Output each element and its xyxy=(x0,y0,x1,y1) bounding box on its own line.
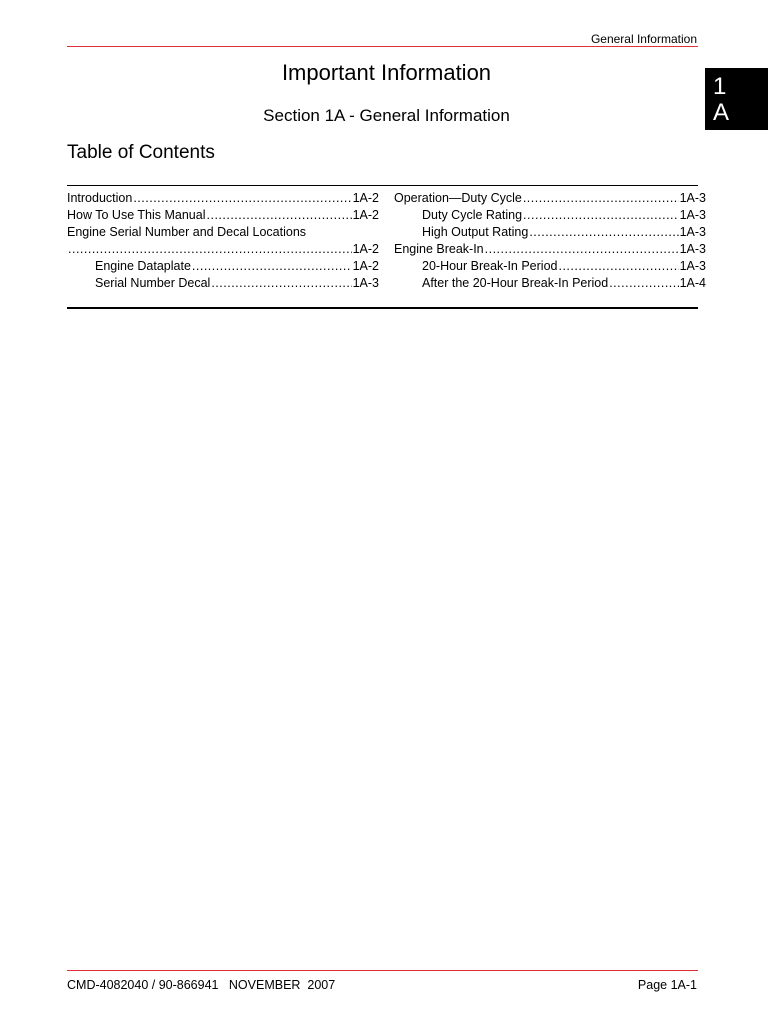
toc-entry-page: 1A-3 xyxy=(679,225,706,239)
toc-entry-page: 1A-3 xyxy=(679,208,706,222)
toc-entry-title: Engine Dataplate xyxy=(95,259,191,273)
toc-entry-title: After the 20-Hour Break-In Period xyxy=(422,276,609,290)
section-title: Section 1A - General Information xyxy=(263,106,510,125)
toc-leader xyxy=(558,258,678,275)
running-header: General Information xyxy=(590,32,697,46)
toc-entry-title: 20-Hour Break-In Period xyxy=(422,259,558,273)
toc-entry-title: Duty Cycle Rating xyxy=(422,208,523,222)
toc-entry-duty-cycle[interactable] xyxy=(394,190,706,207)
toc-entry-page: 1A-2 xyxy=(352,191,379,205)
toc-entry-page: 1A-2 xyxy=(352,208,379,222)
toc-entry-page: 1A-3 xyxy=(679,191,706,205)
toc-leader xyxy=(523,207,679,224)
toc-entry-title: Operation—Duty Cycle xyxy=(394,191,522,205)
page-title: Important Information xyxy=(281,60,492,85)
toc-leader xyxy=(523,190,679,207)
toc-entry-title: Introduction xyxy=(67,191,133,205)
toc-entry-page: 1A-2 xyxy=(352,242,379,256)
toc-leader xyxy=(68,241,352,258)
toc-bottom-rule xyxy=(67,307,698,309)
toc-leader xyxy=(211,275,351,292)
toc-entry-title: How To Use This Manual xyxy=(67,208,206,222)
toc-heading: Table of Contents xyxy=(67,142,215,163)
toc-entry-serial-number-decal-locations[interactable] xyxy=(67,224,379,241)
toc-entry-high-output-rating[interactable] xyxy=(394,224,706,241)
toc-entry-title: Engine Break-In xyxy=(394,242,484,256)
toc-right-column xyxy=(394,190,706,292)
footer-rule xyxy=(67,970,698,971)
toc-entry-after-20-hour-break-in[interactable] xyxy=(394,275,706,292)
toc-leader xyxy=(133,190,351,207)
toc-entry-duty-cycle-rating[interactable] xyxy=(394,207,706,224)
toc-leader xyxy=(485,241,679,258)
header-rule xyxy=(67,46,698,47)
toc-entry-title: Engine Serial Number and Decal Locations xyxy=(67,225,307,239)
toc-entry-how-to-use[interactable] xyxy=(67,207,379,224)
footer-page-number: Page 1A-1 xyxy=(637,978,697,992)
toc-leader xyxy=(529,224,678,241)
section-tab-letter: A xyxy=(713,99,730,126)
toc-entry-engine-break-in[interactable] xyxy=(394,241,706,258)
toc-entry-20-hour-break-in[interactable] xyxy=(394,258,706,275)
toc-entry-title: Serial Number Decal xyxy=(95,276,211,290)
toc-entry-serial-number-decal-locations-cont[interactable] xyxy=(67,241,379,258)
toc-leader xyxy=(192,258,352,275)
toc-entry-page: 1A-3 xyxy=(679,242,706,256)
toc-entry-page: 1A-4 xyxy=(679,276,706,290)
toc-entry-page: 1A-3 xyxy=(679,259,706,273)
section-tab-number: 1 xyxy=(713,73,727,100)
toc-entry-page: 1A-2 xyxy=(352,259,379,273)
toc-entry-engine-dataplate[interactable] xyxy=(67,258,379,275)
toc-entry-serial-number-decal[interactable] xyxy=(67,275,379,292)
footer-doc-number: CMD-4082040 / 90-866941 NOVEMBER 2007 xyxy=(67,978,336,992)
toc-leader xyxy=(609,275,678,292)
toc-left-column xyxy=(67,190,379,292)
toc-entry-introduction[interactable] xyxy=(67,190,379,207)
toc-top-rule xyxy=(67,185,698,186)
toc-entry-page: 1A-3 xyxy=(352,276,379,290)
toc-leader xyxy=(207,207,352,224)
toc-entry-title: High Output Rating xyxy=(422,225,529,239)
